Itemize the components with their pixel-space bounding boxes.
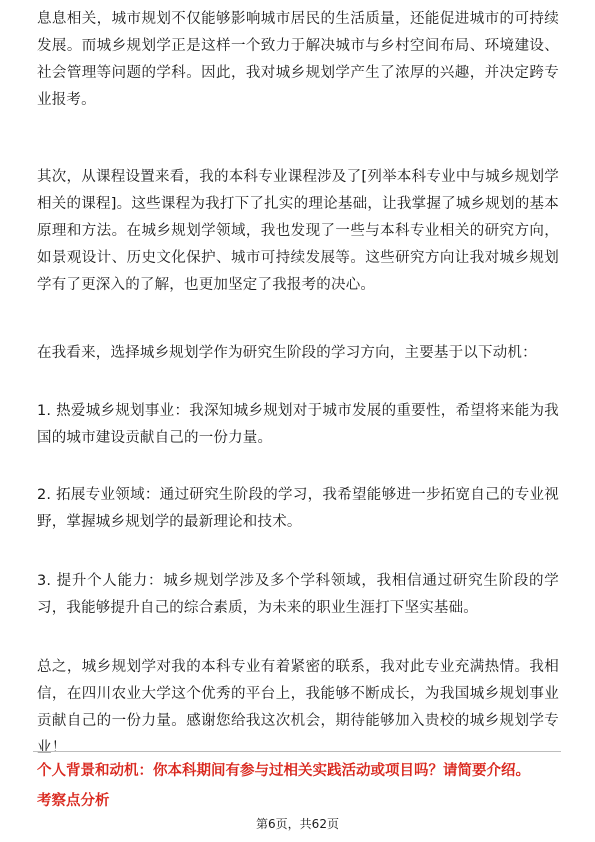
list-item-motivation-3: 3. 提升个人能力：城乡规划学涉及多个学科领域，我相信通过研究生阶段的学习，我能够提升自己的综合素质，为未来的职业生涯打下坚实基础。 bbox=[37, 573, 559, 616]
paragraph-conclusion: 总之，城乡规划学对我的本科专业有着紧密的联系，我对此专业充满热情。我相信，在四川农业大学这个优秀的平台上，我能够不断成长，为我国城乡规划事业贡献自己的一份力量。感谢您给我这次机会，期待能够加入贵校的城乡规划学专业！ bbox=[37, 659, 559, 756]
page-number-footer: 第6页，共62页 bbox=[256, 817, 339, 831]
section-divider bbox=[33, 751, 561, 752]
list-item-motivation-1: 1. 热爱城乡规划事业：我深知城乡规划对于城市发展的重要性，希望将来能为我国的城市建设贡献自己的一份力量。 bbox=[37, 403, 559, 446]
paragraph-intro-continued: 息息相关，城市规划不仅能够影响城市居民的生活质量，还能促进城市的可持续发展。而城乡规划学正是这样一个致力于解决城市与乡村空间布局、环境建设、社会管理等问题的学科。因此，我对城乡规划学产生了浓厚的兴趣，并决定跨专业报考。 bbox=[37, 11, 559, 108]
list-item-motivation-2: 2. 拓展专业领域：通过研究生阶段的学习，我希望能够进一步拓宽自己的专业视野，掌握城乡规划学的最新理论和技术。 bbox=[37, 487, 559, 530]
section-heading-analysis: 考察点分析 bbox=[37, 793, 110, 809]
interview-question: 个人背景和动机：你本科期间有参与过相关实践活动或项目吗？请简要介绍。 bbox=[37, 763, 530, 779]
paragraph-curriculum: 其次，从课程设置来看，我的本科专业课程涉及了[列举本科专业中与城乡规划学相关的课程]。这些课程为我打下了扎实的理论基础，让我掌握了城乡规划的基本原理和方法。在城乡规划学领域，我也发现了一些与本科专业相关的研究方向，如景观设计、历史文化保护、城市可持续发展等。这些研究方向让我对城乡规划学有了更深入的了解，也更加坚定了我报考的决心。 bbox=[37, 169, 559, 293]
paragraph-motivation-lead: 在我看来，选择城乡规划学作为研究生阶段的学习方向，主要基于以下动机： bbox=[37, 345, 537, 361]
